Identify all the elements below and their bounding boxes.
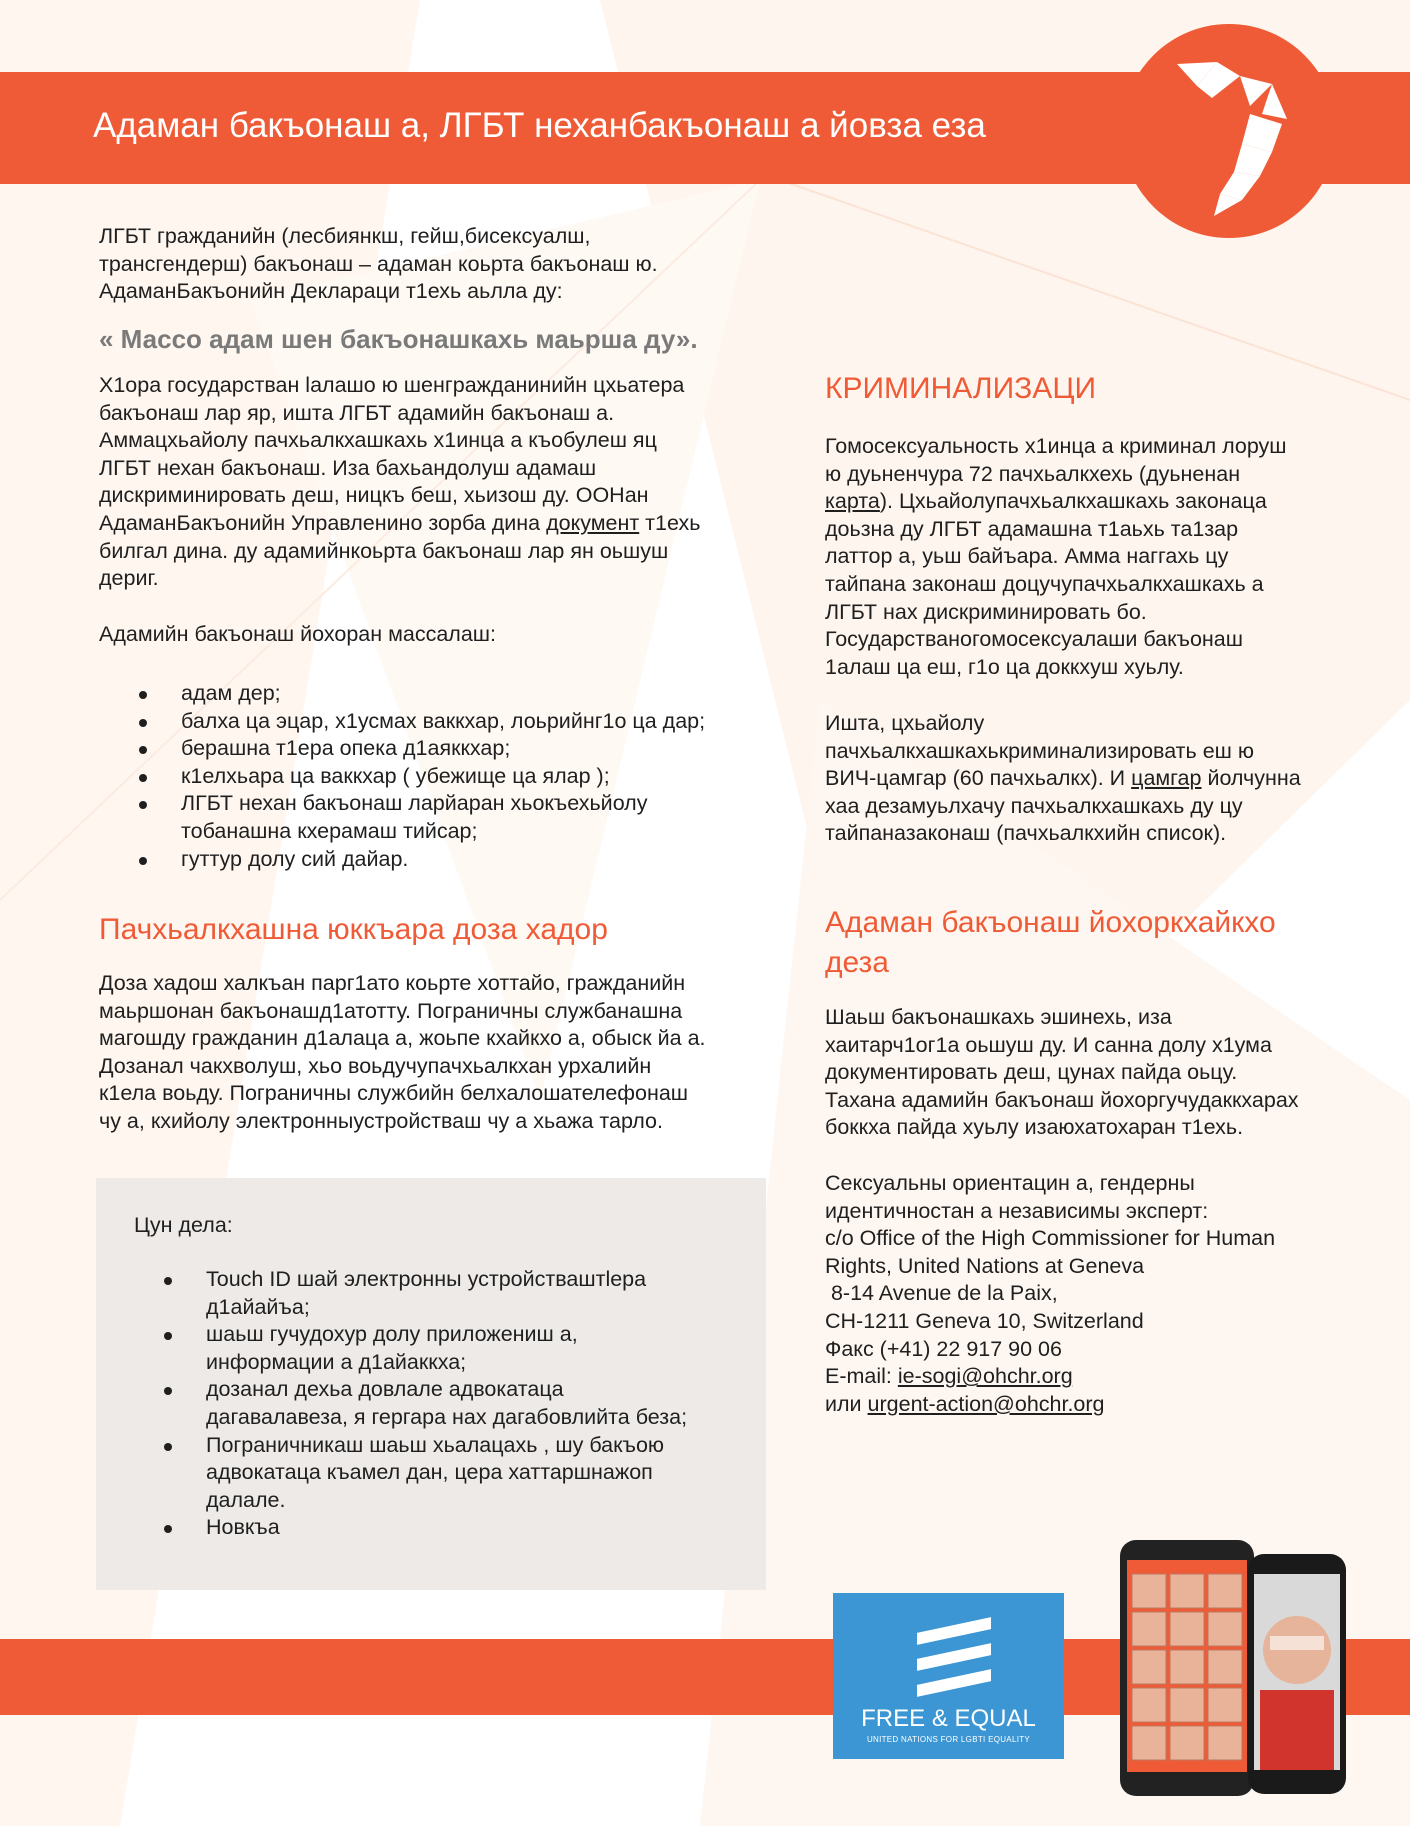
list-item: адам дер; bbox=[99, 680, 759, 708]
badge-subtitle: UNITED NATIONS FOR LGBTI EQUALITY bbox=[866, 1735, 1031, 1744]
list-item: Пограничникаш шаьш хьалацахь , шу бакъою адвокатаца къамел дан, цера хаттаршнажоп далале. bbox=[124, 1432, 744, 1515]
advice-title: Цун дела: bbox=[134, 1213, 233, 1237]
list-item: шаьш гучудохур долу приложениш а, информации а д1айаккха; bbox=[124, 1321, 744, 1376]
free-equal-logo bbox=[833, 1593, 1064, 1759]
badge-title: FREE & EQUAL bbox=[861, 1705, 1036, 1732]
criminalization-paragraph: Гомосексуальность х1инца а криминал лоруш ю дуьненчура 72 пачхьалкхехь (дуьненан карта). Цхьайолупачхьалкхашкахь законаца доьзна ду ЛГБТ адамашна т1аьхь та1зар латтор а, уьш байъара. Амма наггахь цу тайпана законаш доцучупачхьалкхашкахь а ЛГБТ нах дискриминировать бо. Государстваногомосексуалаши бакъонаш 1алаш ца еш, г1о ца доккхуш хуьлу. bbox=[825, 434, 1287, 679]
examples-title: Адамийн бакъонаш йохоран массалаш: bbox=[99, 622, 496, 646]
report-heading: Адаман бакъонаш йохоркхайкхо деза bbox=[825, 906, 1276, 979]
map-link[interactable]: карта bbox=[825, 489, 880, 514]
email-link-urgent[interactable]: urgent-action@ohchr.org bbox=[867, 1391, 1105, 1416]
list-item: к1елхьара ца ваккхар ( убежище ца ялар ); bbox=[99, 763, 759, 791]
hiv-link[interactable]: цамгар bbox=[1131, 766, 1202, 791]
list-item: дозанал дехьа довлале адвокатаца дагавалавеза, я гергара нах дагабовлийта беза; bbox=[124, 1376, 744, 1431]
document-link[interactable]: документ bbox=[546, 510, 640, 535]
list-item: балха ца эцар, х1усмах ваккхар, лоьрийнг1о ца дар; bbox=[99, 708, 759, 736]
examples-list bbox=[99, 680, 759, 873]
advice-list bbox=[124, 1266, 744, 1542]
hiv-paragraph: Ишта, цхьайолу пачхьалкхашкахькриминализировать еш ю ВИЧ-цамгар (60 пачхьалкх). И цамгар йолчунна хаа дезамуьлхачу пачхьалкхашкахь ду цу тайпаназаконаш (пачхьалкхийн список). bbox=[825, 711, 1301, 846]
contact-block: Сексуальны ориентацин а, гендерны идентичностан а независимы эксперт: c/o Office of the High Commissioner for Human Rights, United Nations at Geneva 8-14 Avenue de la Paix, CH-1211 Geneva 10, Switzerland Факс (+41) 22 917 90 06 E-mail: ie-sogi@ohchr.org или urgent-action@ohchr.org bbox=[825, 1171, 1276, 1416]
origami-bird-logo bbox=[1122, 24, 1336, 238]
border-paragraph: Доза хадош халкъан парг1ато коьрте хоттайо, гражданийн маьршонан бакъонашд1атотту. Пограничны службанашна магошду гражданин д1алаца а, жоьпе кхайкхо а, обыск йа а. Дозанал чакхволуш, хьо воьдучупачхьалкхан урхалийн к1ела воьду. Пограничны службийн белхалошателефонаш чу а, кхийолу электронныустройстваш чу а хьажа тарло. bbox=[99, 971, 706, 1133]
body-paragraph: Х1ора государстван lалашо ю шенгражданинийн цхьатера бакъонаш лар яр, ишта ЛГБТ адамийн бакъонаш а. Аммацхьайолу пачхьалкхашкахь х1инца а къобулеш яц ЛГБТ нехан бакъонаш. Иза бахьандолуш адамаш дискриминировать деш, ницкъ беш, хьизош ду. ООНан АдаманБакъонийн Управленино зорба дина документ т1ехь билгал дина. ду адамийнкоьрта бакъонаш лар ян оьшуш дериг. bbox=[99, 373, 701, 591]
list-item: ЛГБТ нехан бакъонаш ларйаран хьокъехьйолу тобанашна кхерамаш тийсар; bbox=[99, 790, 759, 845]
intro-paragraph: ЛГБТ гражданийн (лесбиянкш, гейш,бисексуалш, трансгендерш) бакъонаш – адаман коьрта бакъонаш ю. АдаманБакъонийн Деклараци т1ехь аьлла ду: bbox=[99, 224, 658, 304]
list-item: Новкъа bbox=[124, 1514, 744, 1542]
report-paragraph: Шаьш бакъонашкахь эшинехь, иза хаитарч1ог1а оьшуш ду. И санна долу х1ума документировать деш, цунах пайда оьцу. Тахана адамийн бакъонаш йохоргучудаккхарах боккха пайда хуьлу изаюхатохаран т1ехь. bbox=[825, 1005, 1299, 1140]
list-item: берашна т1ера опека д1аяккхар; bbox=[99, 735, 759, 763]
equal-sign-icon bbox=[917, 1617, 991, 1645]
list-item: гуттур долу сий дайар. bbox=[99, 846, 759, 874]
list-item: Touch ID шай электронны устройстваштlера д1айайъа; bbox=[124, 1266, 744, 1321]
phones-illustration bbox=[1120, 1540, 1350, 1800]
criminalization-heading: КРИМИНАЛИЗАЦИ bbox=[825, 372, 1097, 405]
page-title: Адаман бакъонаш а, ЛГБТ неханбакъонаш а йовза еза bbox=[93, 106, 986, 145]
declaration-quote: « Массо адам шен бакъонашкахь маьрша ду». bbox=[99, 324, 698, 354]
email-link-sogi[interactable]: ie-sogi@ohchr.org bbox=[897, 1364, 1073, 1389]
border-heading: Пачхьалкхашна юккъара доза хадор bbox=[99, 913, 608, 946]
